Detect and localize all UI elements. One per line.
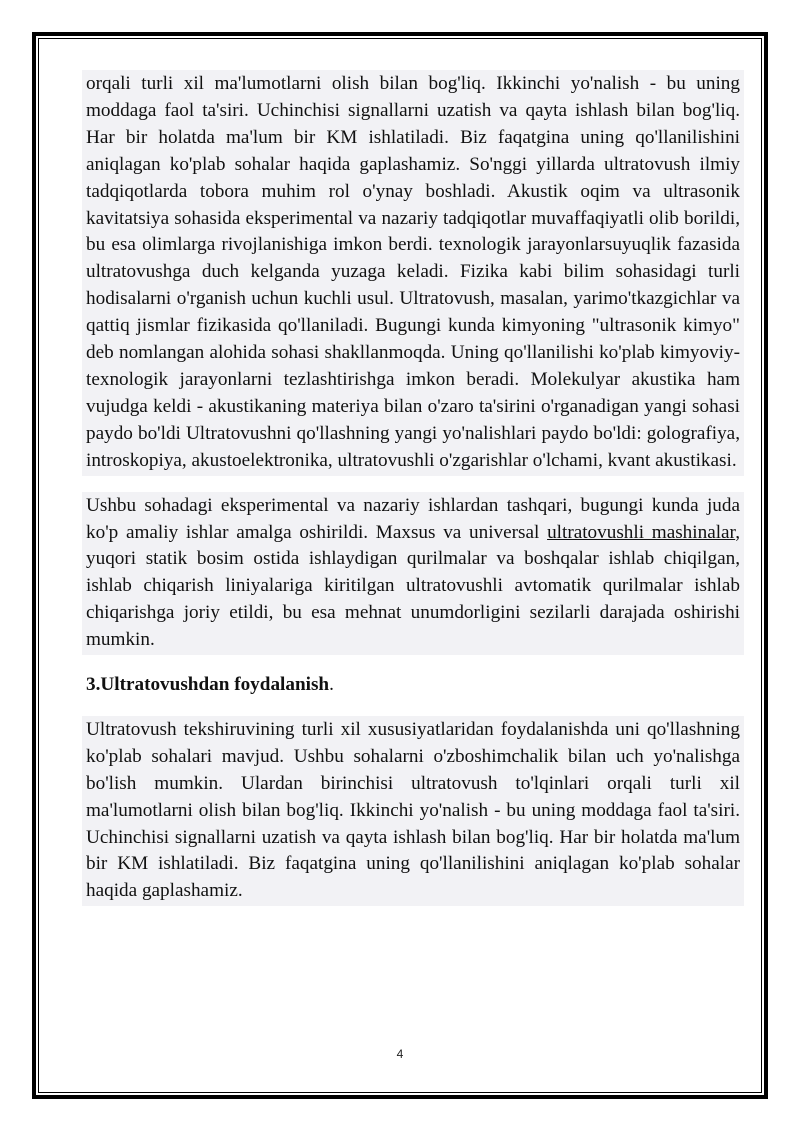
paragraph-2-text-end: , yuqori statik bosim ostida ishlaydigan qurilmalar va boshqalar ishlab chiqilgan, ishlab chiqarish liniyalariga kiritilgan ultratovushli avtomatik qurilmalar ishlab chiqarishga joriy etildi, bu esa mehnat unumdorligini sezilarli darajada oshirishi mumkin. — [86, 521, 740, 651]
paragraph-3: Ultratovush tekshiruvining turli xil xususiyatlaridan foydalanishda uni qo'llashning ko'plab sohalari mavjud. Ushbu sohalarni o'zboshimchalik bilan uch yo'nalishga bo'lish mumkin. Ulardan birinchisi ultratovush to'lqinlari orqali turli xil ma'lumotlarni olish bilan bog'liq. Ikkinchi yo'nalish - bu uning moddaga faol ta'siri. Uchinchisi signallarni uzatish va qayta ishlash bilan bog'liq. Har bir holatda ma'lum bir KM ishlatiladi. Biz faqatgina uning qo'llanilishini aniqlagan ko'plab sohalar haqida gaplashamiz. — [82, 716, 744, 906]
section-heading-suffix: . — [329, 674, 334, 696]
page-number: 4 — [396, 1047, 404, 1061]
paragraph-1: orqali turli xil ma'lumotlarni olish bilan bog'liq. Ikkinchi yo'nalish - bu uning moddaga faol ta'siri. Uchinchisi signallarni uzatish va qayta ishlash bilan bog'liq. Har bir holatda ma'lum bir KM ishlatiladi. Biz faqatgina uning qo'llanilishini aniqlagan ko'plab sohalar haqida gaplashamiz. So'nggi yillarda ultratovush ilmiy tadqiqotlarda tobora muhim rol o'ynay boshladi. Akustik oqim va ultrasonik kavitatsiya sohasida eksperimental va nazariy tadqiqotlar muvaffaqiyatli olib borildi, bu esa olimlarga rivojlanishiga imkon berdi. texnologik jarayonlarsuyuqlik fazasida ultratovushga duch kelganda yuzaga keladi. Fizika kabi bilim sohasidagi turli hodisalarni o'rganish uchun kuchli usul. Ultratovush, masalan, yarimo'tkazgichlar va qattiq jismlar fizikasida qo'llaniladi. Bugungi kunda kimyoning "ultrasonik kimyo" deb nomlangan alohida sohasi shakllanmoqda. Uning qo'llanilishi ko'plab kimyoviy-texnologik jarayonlarni tezlashtirishga imkon beradi. Molekulyar akustika ham vujudga keldi - akustikaning materiya bilan o'zaro ta'sirini o'rganadigan yangi sohasi paydo bo'ldi Ultratovushni qo'llashning yangi yo'nalishlari paydo bo'ldi: golografiya, introskopiya, akustoelektronika, ultratovushli o'zgarishlar o'lchami, kvant akustikasi. — [82, 70, 744, 476]
section-heading — [82, 671, 744, 700]
paragraph-2 — [82, 492, 744, 655]
ultratovushli-mashinalar-link[interactable]: ultratovushli mashinalar — [547, 521, 736, 543]
paragraph-2-text-start: Ushbu sohadagi eksperimental va nazariy ishlardan tashqari, bugungi kunda juda ko'p amaliy ishlar amalga oshirildi. Maxsus va universal — [86, 494, 740, 543]
document-body — [82, 70, 744, 906]
section-heading-text: 3.Ultratovushdan foydalanish — [86, 674, 330, 696]
